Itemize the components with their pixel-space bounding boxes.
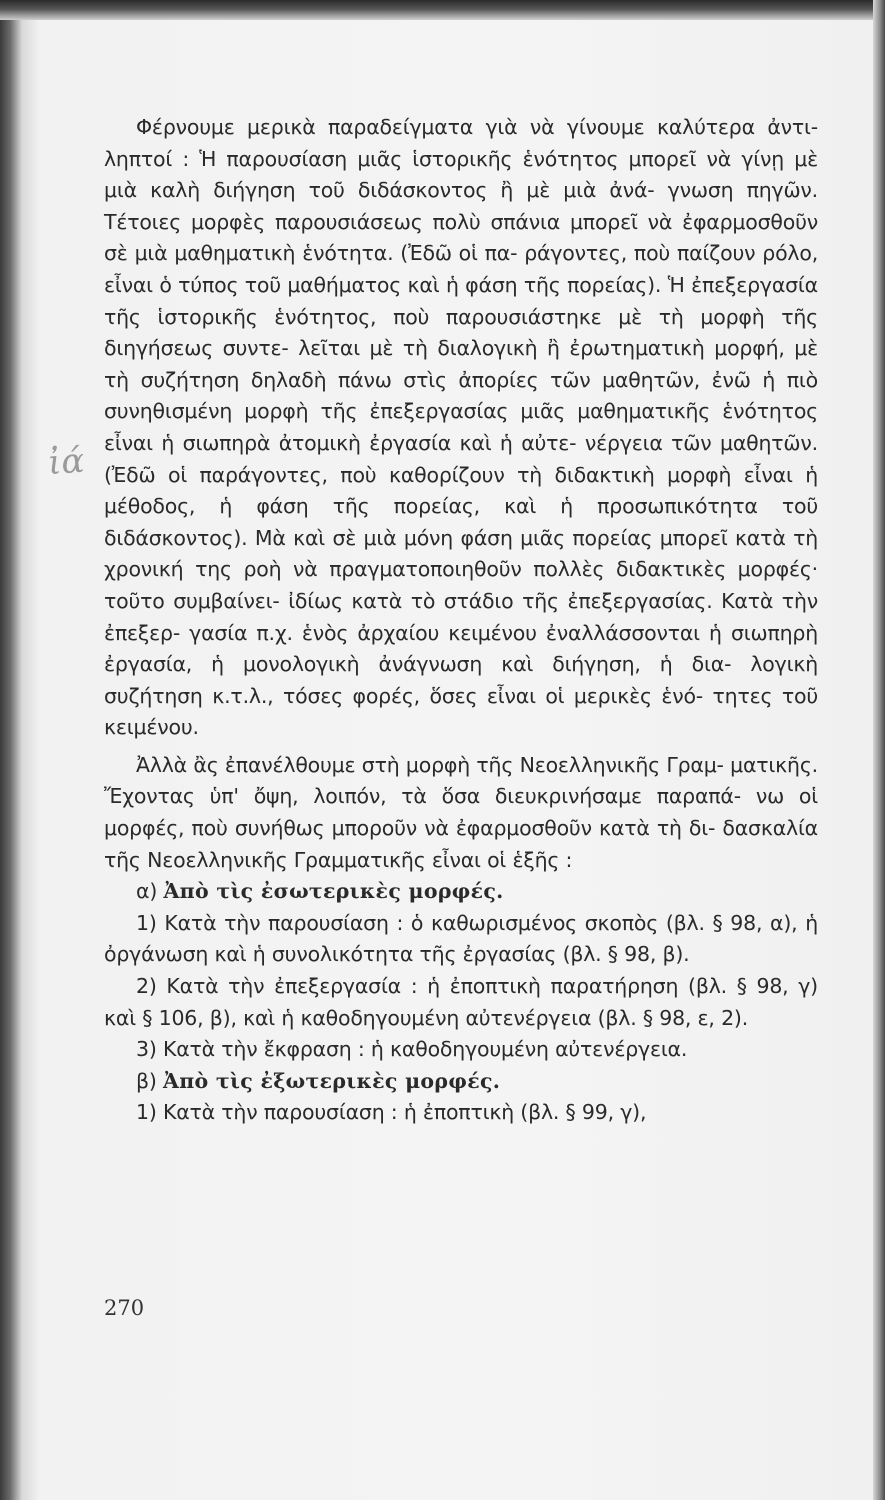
p2-line: Ἀλλὰ ἂς ἐπανέλθουμε στὴ μορφὴ τῆς Νεοελληνικῆς Γραμ-	[136, 752, 724, 777]
p2-line: ματικῆς. Ἔχοντας ὑπ' ὄψη, λοιπόν, τὰ ὅσα διευκρινήσαμε παραπά-	[104, 752, 818, 809]
item-line: (βλ. § 98, α), ἡ ὀργάνωση καὶ ἡ συνολικότητα τῆς ἐργασίας	[104, 910, 818, 967]
p1-line: μπορεῖ νὰ ἐφαρμοσθοῦν σὲ μιὰ μαθηματικὴ ἑνότητα. (Ἐδῶ οἱ πα-	[104, 209, 818, 266]
p1-line: μόνη φάση μιᾶς πορείας μπορεῖ κατὰ τὴ χρονική της ροὴ νὰ	[104, 525, 818, 582]
p2-line: δασκαλία τῆς Νεοελληνικῆς Γραμματικῆς εἶναι οἱ ἑξῆς :	[104, 816, 818, 872]
item-line: (βλ. § 98, γ) καὶ § 106, β), καὶ ἡ καθοδηγουμένη αὐτενέργεια	[104, 974, 818, 1030]
p1-line: καὶ ἡ προσωπικότητα τοῦ διδάσκοντος). Μὰ καὶ σὲ μιὰ	[104, 494, 818, 550]
p1-line: λογικὴ συζήτηση κ.τ.λ., τόσες φορές, ὅσες εἶναι οἱ μερικὲς ἑνό-	[104, 652, 818, 708]
p1-line: τητες τοῦ κειμένου.	[104, 683, 818, 740]
p1-line: συζήτηση δηλαδὴ πάνω στὶς ἀπορίες τῶν μαθητῶν, ἐνῶ ἡ πιὸ	[140, 367, 818, 392]
section-b-label: β)	[136, 1068, 163, 1093]
section-a-item-1	[104, 908, 818, 971]
p1-line: ράγοντες, ποὺ παίζουν ρόλο, εἶναι ὁ τύπος τοῦ μαθήματος καὶ	[104, 241, 819, 297]
scan-top-edge	[0, 0, 885, 20]
p1-line: ἐργασία, ἡ μονολογικὴ ἀνάγνωση καὶ διήγηση, ἡ δια-	[104, 652, 732, 677]
section-b-heading	[104, 1066, 818, 1098]
item-line: (βλ. § 98, ε, 2).	[597, 1005, 749, 1030]
p1-line: πραγματοποιηθοῦν πολλὲς διδακτικὲς μορφές· τοῦτο συμβαίνει-	[104, 557, 818, 613]
paragraph-1	[104, 112, 818, 744]
item-line: 2) Κατὰ τὴν ἐπεξεργασία : ἡ ἐποπτικὴ παρατήρηση	[136, 974, 679, 999]
scan-right-edge	[873, 0, 885, 1500]
item-line: (βλ. § 98, β).	[562, 942, 690, 967]
section-a-title: Ἀπὸ τὶς ἐσωτερικὲς μορφές.	[163, 879, 504, 904]
p1-line: ἡ φάση τῆς πορείας). Ἡ ἐπεξεργασία τῆς ἱστορικῆς	[104, 272, 818, 329]
p1-line: λεῖται μὲ τὴ διαλογικὴ ἢ ἐρωτηματικὴ μορφή, μὲ τὴ	[104, 336, 818, 392]
paragraph-2	[104, 750, 818, 876]
section-a-label: α)	[136, 879, 164, 904]
p1-line: ἰδίως κατὰ τὸ στάδιο τῆς ἐπεξεργασίας. Κατὰ τὴν ἐπεξερ-	[104, 588, 818, 645]
p1-line: γίνῃ μὲ μιὰ καλὴ διήγηση τοῦ διδάσκοντος ἢ μὲ μιὰ ἀνά-	[104, 146, 818, 203]
section-a-item-2	[104, 971, 818, 1034]
p1-line: συνηθισμένη μορφὴ τῆς ἐπεξεργασίας μιᾶς μαθηματικῆς	[104, 399, 711, 424]
item-line: 3) Κατὰ τὴν ἔκφραση : ἡ καθοδηγουμένη αὐτενέργεια.	[136, 1037, 688, 1062]
p1-line: τὴ διδακτικὴ μορφὴ εἶναι ἡ μέθοδος, ἡ φάση τῆς πορείας,	[104, 462, 818, 519]
section-b-item-1	[104, 1097, 818, 1129]
p1-line: ληπτοί : Ἡ παρουσίαση μιᾶς ἱστορικῆς ἑνότητος μπορεῖ νὰ	[104, 146, 732, 171]
p1-line: γνωση πηγῶν. Τέτοιες μορφὲς παρουσιάσεως πολὺ σπάνια	[104, 178, 818, 234]
p1-line: ἑνότητος εἶναι ἡ σιωπηρὰ ἀτομικὴ ἐργασία καὶ ἡ αὐτε-	[104, 399, 818, 455]
handwritten-margin-note: ἰά	[46, 440, 86, 484]
section-a-heading	[104, 876, 818, 908]
section-a-item-3	[104, 1034, 818, 1066]
page-text-block	[104, 112, 818, 1129]
item-line: 1) Κατὰ τὴν παρουσίαση : ὁ καθωρισμένος σκοπὸς	[136, 910, 659, 935]
p1-line: γασία π.χ. ἑνὸς ἀρχαίου κειμένου ἐναλλάσσονται ἡ σιωπηρὴ	[189, 620, 818, 645]
p1-line: Φέρνουμε μερικὰ παραδείγματα γιὰ νὰ γίνουμε καλύτερα ἀντι-	[136, 115, 818, 139]
p1-line: νέργεια τῶν μαθητῶν. (Ἐδῶ οἱ παράγοντες, ποὺ καθορίζουν	[104, 430, 818, 487]
section-b-title: Ἀπὸ τὶς ἐξωτερικὲς μορφές.	[163, 1068, 501, 1093]
p1-line: ἑνότητος, ποὺ παρουσιάστηκε μὲ τὴ μορφὴ τῆς διηγήσεως συντε-	[104, 304, 818, 361]
item-line: 1) Κατὰ τὴν παρουσίαση : ἡ ἐποπτικὴ (βλ. § 99, γ),	[136, 1100, 647, 1125]
p2-line: νω οἱ μορφές, ποὺ συνήθως μποροῦν νὰ ἐφαρμοσθοῦν κατὰ τὴ δι-	[104, 784, 818, 841]
page-number: 270	[104, 1296, 145, 1320]
